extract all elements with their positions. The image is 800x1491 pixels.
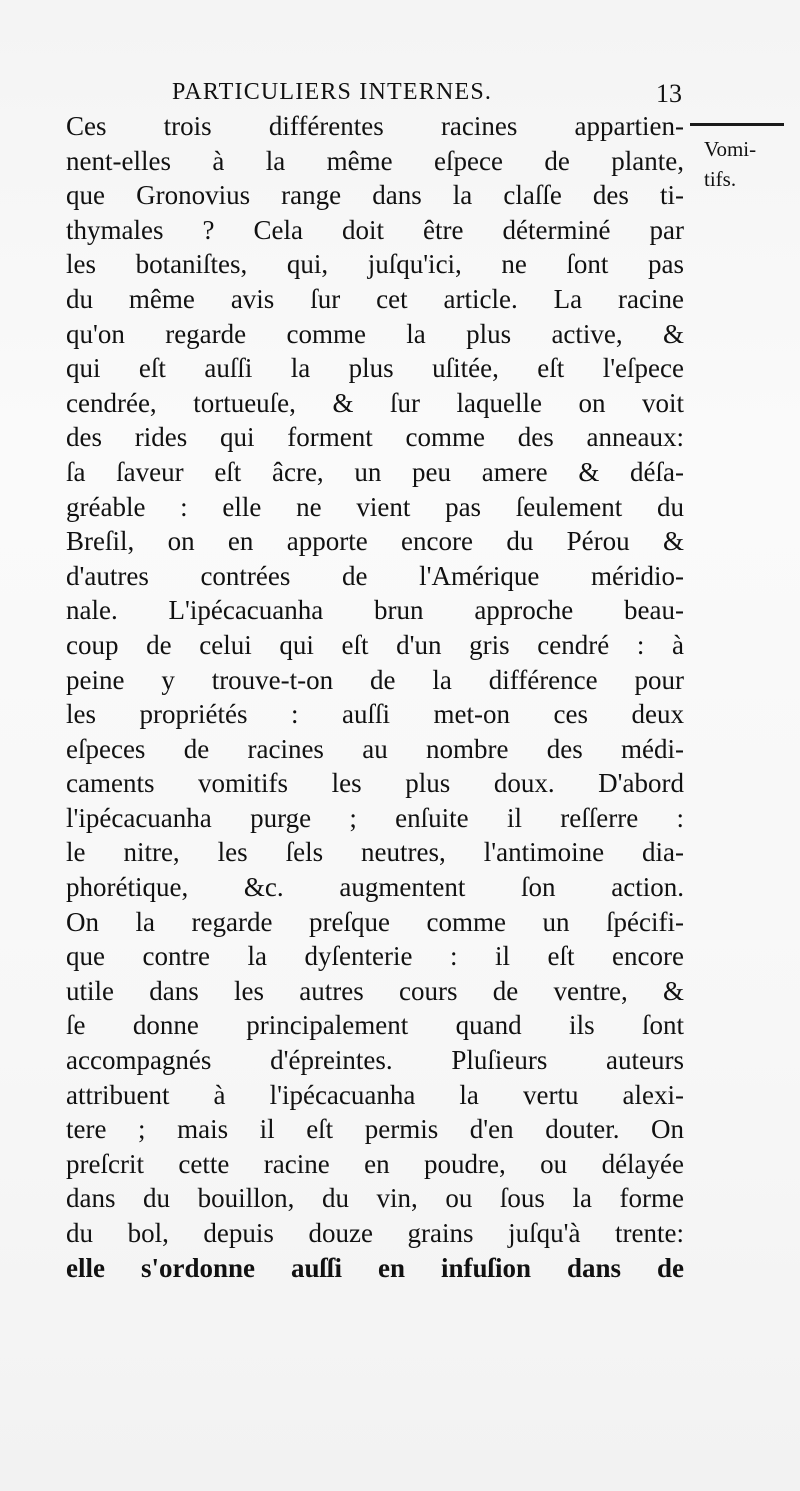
margin-note-line: Vomi- [704,137,757,161]
text-line: que Gronovius range dans la claſſe des ti- [66,180,684,211]
text-line: phorétique, &c. augmentent ſon action. [66,872,684,903]
text-line: les propriétés : auſſi met-on ces deux [66,699,684,730]
text-line: cendrée, tortueuſe, & ſur laquelle on voit [66,387,684,418]
text-line: du même avis ſur cet article. La racine [66,283,684,314]
margin-rule [690,123,784,126]
text-line: Ces trois différentes racines appartien- [66,111,684,141]
margin-note [704,134,794,194]
page-number: 13 [656,79,682,108]
text-line: attribuent à l'ipécacuanha la vertu alexi- [66,1079,684,1110]
text-line: coup de celui qui eſt d'un gris cendré : à [66,629,684,660]
text-line: eſpeces de racines au nombre des médi- [66,733,684,764]
text-line: nale. L'ipécacuanha brun approche beau- [66,595,684,626]
text-line: nent-elles à la même eſpece de plante, [66,145,684,176]
text-line: elle s'ordonne auſſi en infuſion dans de [66,1252,684,1283]
margin-note-line: tifs. [704,167,737,191]
text-line: d'autres contrées de l'Amérique méridio- [66,560,684,591]
text-line: le nitre, les ſels neutres, l'antimoine dia- [66,837,684,868]
text-line: ſe donne principalement quand ils ſont [66,1010,684,1041]
text-line: preſcrit cette racine en poudre, ou délayée [66,1148,684,1179]
text-line: les botaniſtes, qui, juſqu'ici, ne ſont pas [66,249,684,280]
running-title: PARTICULIERS INTERNES. [172,79,493,105]
text-line: des rides qui forment comme des anneaux: [66,422,684,453]
text-line: qu'on regarde comme la plus active, & [66,318,684,349]
text-line: caments vomitifs les plus doux. D'abord [66,768,684,799]
text-line: utile dans les autres cours de ventre, & [66,975,684,1006]
text-line: tere ; mais il eſt permis d'en douter. On [66,1114,684,1145]
text-line: peine y trouve-t-on de la différence pour [66,664,684,695]
text-line: dans du bouillon, du vin, ou ſous la forme [66,1183,684,1214]
text-line: que contre la dyſenterie : il eſt encore [66,941,684,972]
text-line: thymales ? Cela doit être déterminé par [66,214,684,245]
page-header [172,76,692,112]
body-text [66,109,684,1285]
text-line: qui eſt auſſi la plus uſitée, eſt l'eſpece [66,353,684,384]
text-line: l'ipécacuanha purge ; enſuite il reſſerre : [66,802,684,833]
text-line: accompagnés d'épreintes. Pluſieurs auteurs [66,1045,684,1076]
text-line: On la regarde preſque comme un ſpécifi- [66,906,684,937]
text-line: Breſil, on en apporte encore du Pérou & [66,526,684,557]
text-line: du bol, depuis douze grains juſqu'à trente: [66,1218,684,1248]
text-line: gréable : elle ne vient pas ſeulement du [66,491,684,522]
text-line: ſa ſaveur eſt âcre, un peu amere & déſa- [66,456,684,487]
